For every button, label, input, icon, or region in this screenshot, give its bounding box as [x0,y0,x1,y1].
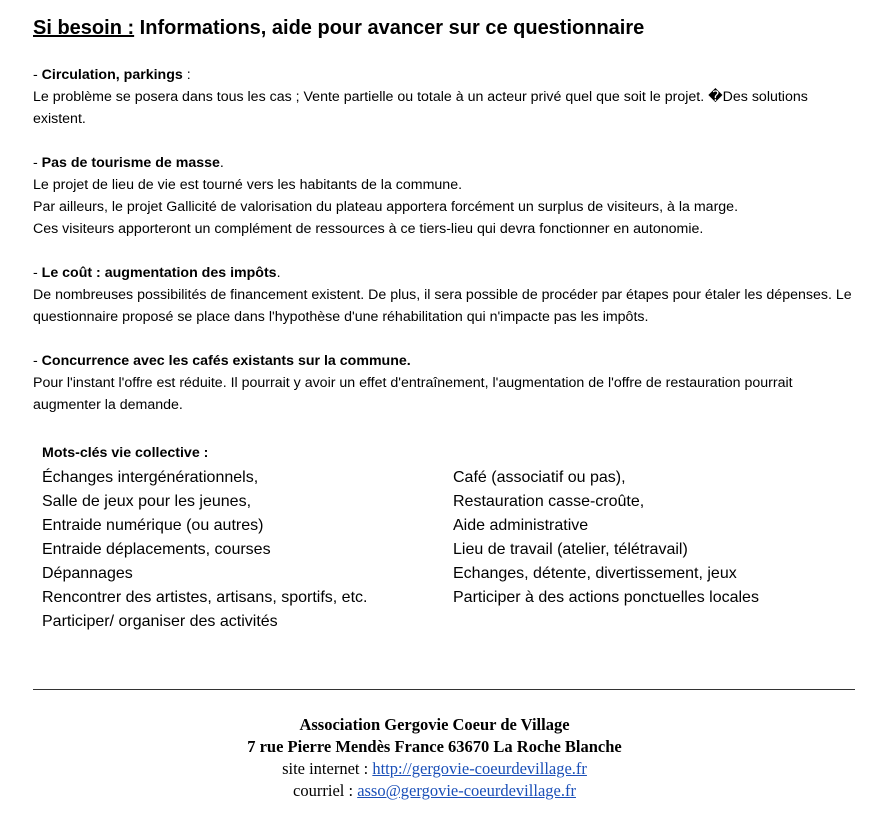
keyword-item: Rencontrer des artistes, artisans, sportifs, etc. [42,589,368,606]
footer [0,714,869,802]
footer-website-line [0,758,869,780]
email-link[interactable]: asso@gergovie-coeurdevillage.fr [357,781,576,800]
keyword-item: Entraide déplacements, courses [42,541,271,558]
keyword-item: Participer/ organiser des activités [42,613,278,630]
keyword-item: Echanges, détente, divertissement, jeux [453,565,737,582]
heading-text: Concurrence avec les cafés existants sur la commune. [41,353,411,369]
keywords-title: Mots-clés vie collective : [42,445,209,461]
keyword-item: Aide administrative [453,517,589,534]
title-prefix: Si besoin : [33,17,135,39]
section-cout [33,262,863,328]
section-tourisme [33,152,863,240]
section-concurrence [33,350,863,416]
section-paragraph: Par ailleurs, le projet Gallicité de valorisation du plateau apportera forcément un surplus de visiteurs, à la marge. [33,199,739,215]
footer-address: 7 rue Pierre Mendès France 63670 La Roche Blanche [247,737,622,756]
keywords-grid [42,466,863,634]
heading-dash: - [33,353,42,369]
document-page [33,14,863,634]
keyword-item: Participer à des actions ponctuelles locales [453,589,759,606]
heading-dash: - [33,265,42,281]
keyword-item: Échanges intergénérationnels, [42,469,259,486]
keywords-left-column [42,466,453,634]
heading-dash: - [33,155,42,171]
heading-text: Pas de tourisme de masse [41,155,220,171]
website-label: site internet : [282,759,373,778]
section-paragraph: De nombreuses possibilités de financement existent. De plus, il sera possible de procéder par étapes pour étaler les dépenses. Le questionnaire proposé se place dans l'hypothèse d'une réhabilitation qui n'impacte pas les impôts. [33,287,852,325]
keyword-item: Café (associatif ou pas), [453,469,626,486]
section-heading [33,350,863,372]
section-paragraph: Le problème se posera dans tous les cas ; Vente partielle ou totale à un acteur privé quel que soit le projet. �Des solutions existent. [33,89,808,127]
heading-suffix: : [182,67,191,83]
keywords-block [33,442,863,634]
keyword-item: Restauration casse-croûte, [453,493,645,510]
section-paragraph: Le projet de lieu de vie est tourné vers les habitants de la commune. [33,177,463,193]
keyword-item: Dépannages [42,565,133,582]
keyword-item: Lieu de travail (atelier, télétravail) [453,541,688,558]
website-link[interactable]: http://gergovie-coeurdevillage.fr [372,759,587,778]
page-title [33,14,863,42]
footer-email-line [0,780,869,802]
section-heading [33,152,863,174]
keyword-item: Salle de jeux pour les jeunes, [42,493,252,510]
section-circulation [33,64,863,130]
title-rest: Informations, aide pour avancer sur ce questionnaire [134,17,645,39]
heading-suffix: . [219,155,224,171]
footer-organization: Association Gergovie Coeur de Village [299,715,570,734]
section-paragraph: Ces visiteurs apporteront un complément de ressources à ce tiers-lieu qui devra fonctionner en autonomie. [33,221,704,237]
heading-suffix: . [276,265,281,281]
section-heading [33,64,863,86]
heading-text: Circulation, parkings [41,67,183,83]
heading-dash: - [33,67,42,83]
heading-text: Le coût : augmentation des impôts [41,265,277,281]
section-heading [33,262,863,284]
section-paragraph: Pour l'instant l'offre est réduite. Il pourrait y avoir un effet d'entraînement, l'augmentation de l'offre de restauration pourrait augmenter la demande. [33,375,793,413]
email-label: courriel : [293,781,358,800]
keywords-right-column [453,466,833,634]
footer-divider [33,689,855,690]
keyword-item: Entraide numérique (ou autres) [42,517,264,534]
